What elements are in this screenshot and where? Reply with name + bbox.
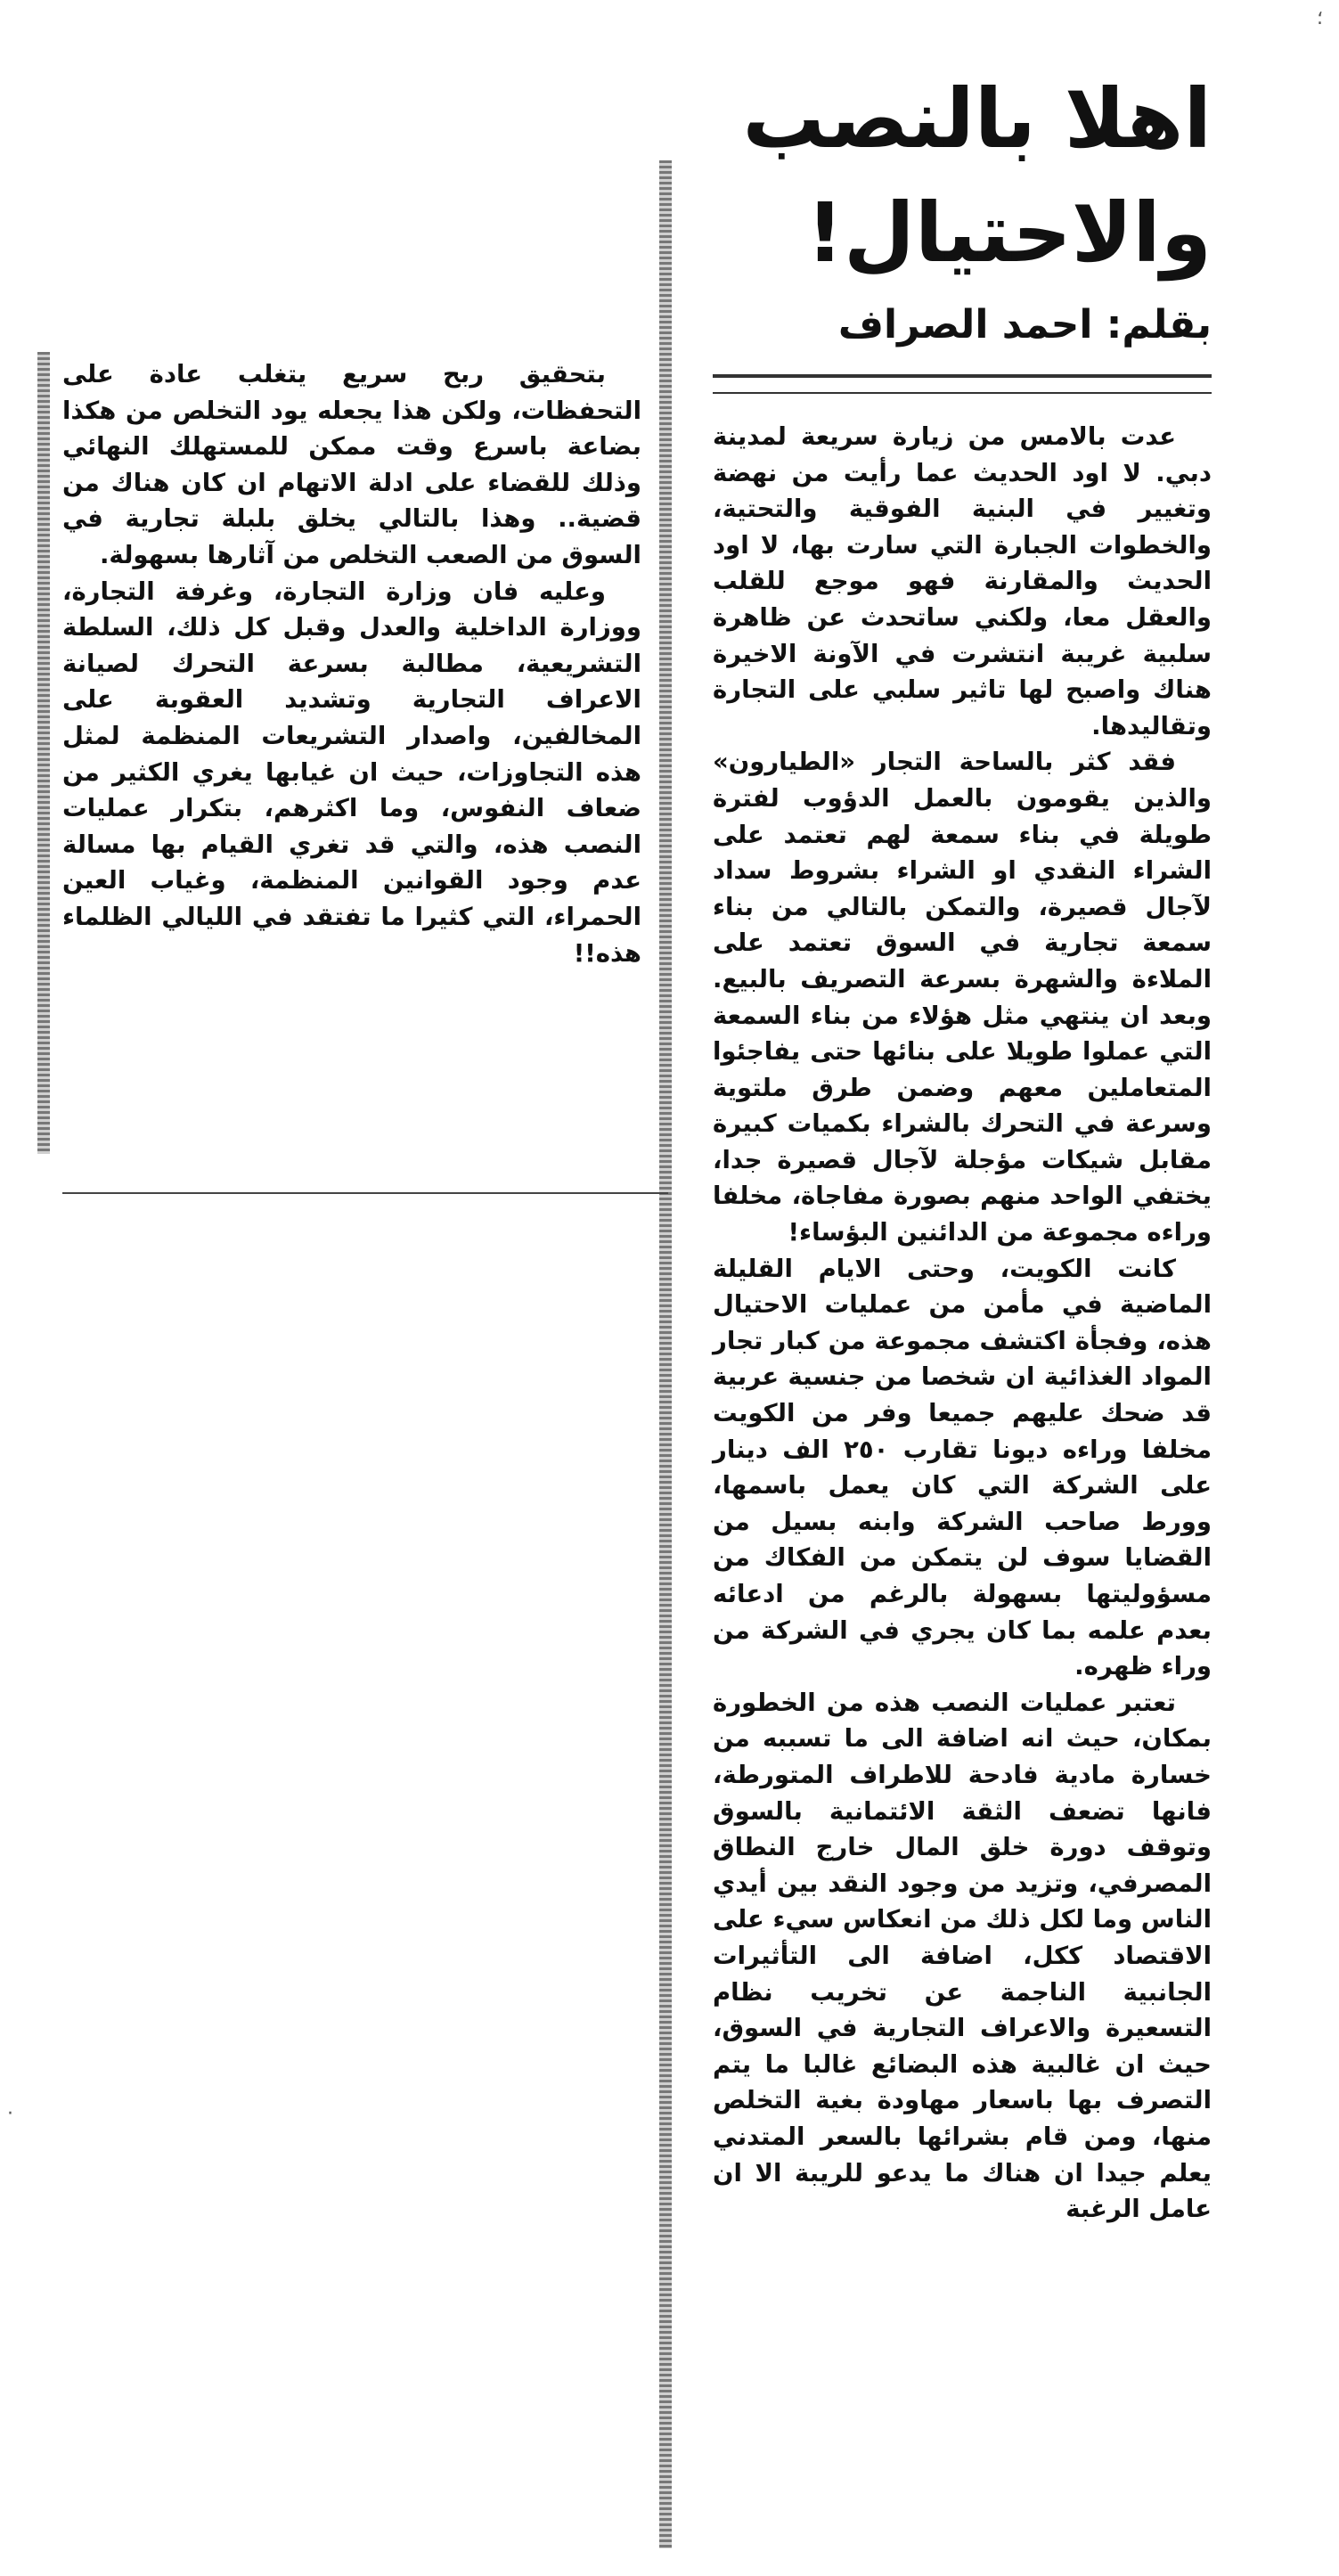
headline-line-1: اهلا بالنصب	[742, 71, 1212, 167]
paragraph: تعتبر عمليات النصب هذه من الخطورة بمكان، حيث انه اضافة الى ما تسببه من خسارة مادية فادحة للاطراف المتورطة، فانها تضعف الثقة الائتمانية بالسوق وتوقف دورة خلق المال خارج النطاق المصرفي، وتزيد من وجود النقد بين أيدي الناس وما لكل ذلك من انعكاس سيء على الاقتصاد ككل، اضافة الى التأثيرات الجانبية الناجمة عن تخريب نظام التسعيرة والاعراف التجارية في السوق، حيث ان غالبية هذه البضائع غالبا ما يتم التصرف بها باسعار مهاودة بغية التخلص منها، ومن قام بشرائها بالسعر المتدني يعلم جيدا ان هناك ما يدعو للريبة الا ان عامل الرغبة	[713, 1688, 1212, 2224]
article-column-left	[62, 356, 641, 971]
paragraph: بتحقيق ربح سريع يتغلب عادة على التحفظات، ولكن هذا يجعله يود التخلص من هكذا بضاعة باسرع وقت ممكن للمستهلك النهائي وذلك للقضاء على ادلة الاتهام ان كان هناك من قضية.. وهذا بالتالي يخلق بلبلة تجارية في السوق من الصعب التخلص من آثارها بسهولة.	[62, 360, 641, 569]
margin-dot: ·	[7, 2103, 13, 2125]
paragraph: فقد كثر بالساحة التجار «الطيارون» والذين يقومون بالعمل الدؤوب لفترة طويلة في بناء سمعة لهم تعتمد على الشراء النقدي او الشراء بشروط سداد لآجال قصيرة، والتمكن بالتالي من بناء سمعة تجارية في السوق تعتمد على الملاءة والشهرة بسرعة التصريف بالبيع. وبعد ان ينتهي مثل هؤلاء من بناء السمعة التي عملوا طويلا على بنائها حتى يفاجئوا المتعاملين معهم وضمن طرق ملتوية وسرعة في التحرك بالشراء بكميات كبيرة مقابل شيكات مؤجلة لآجال قصيرة جدا، يختفي الواحد منهم بصورة مفاجاة، مخلفا وراءه مجموعة من الدائنين البؤساء!	[713, 748, 1212, 1247]
left-column-separator	[37, 352, 50, 1154]
paragraph: كانت الكويت، وحتى الايام القليلة الماضية في مأمن من عمليات الاحتيال هذه، وفجأة اكتشف مجموعة من كبار تجار المواد الغذائية ان شخصا من جنسية عربية قد ضحك عليهم جميعا وفر من الكويت مخلفا وراءه ديونا تقارب ٢٥٠ الف دينار على الشركة التي كان يعمل باسمها، وورط صاحب الشركة وابنه بسيل من القضايا سوف لن يتمكن من الفكاك من مسؤوليتها بسهولة بالرغم من ادعائه بعدم علمه بما كان يجري في الشركة من وراء ظهره.	[713, 1254, 1212, 1681]
headline	[713, 62, 1212, 290]
column-end-rule	[62, 1192, 668, 1194]
corner-mark: ؛	[1317, 7, 1323, 29]
paragraph: وعليه فان وزارة التجارة، وغرفة التجارة، ووزارة الداخلية والعدل وقبل كل ذلك، السلطة التشريعية، مطالبة بسرعة التحرك لصيانة الاعراف التجارية وتشديد العقوبة على المخالفين، واصدار التشريعات المنظمة لمثل هذه التجاوزات، حيث ان غيابها يغري الكثير من ضعاف النفوس، وما اكثرهم، بتكرار عمليات النصب هذه، والتي قد تغري القيام بها مسالة عدم وجود القوانين المنظمة، وغياب العين الحمراء، التي كثيرا ما تفتقد في الليالي الظلماء هذه!!	[62, 577, 641, 968]
paragraph: عدت بالامس من زيارة سريعة لمدينة دبي. لا اود الحديث عما رأيت من نهضة وتغيير في البنية الفوقية والتحتية، والخطوات الجبارة التي سارت بها، لا اود الحديث والمقارنة فهو موجع للقلب والعقل معا، ولكني ساتحدث عن ظاهرة سلبية غريبة انتشرت في الآونة الاخيرة هناك واصبح لها تاثير سلبي على التجارة وتقاليدها.	[713, 422, 1212, 740]
byline: بقلم: احمد الصراف	[837, 302, 1212, 348]
middle-column-separator	[659, 160, 672, 2548]
byline-rule	[713, 374, 1212, 378]
article-column-right	[713, 419, 1212, 2228]
column-top-rule	[713, 392, 1212, 394]
headline-line-2: والاحتيال!	[806, 185, 1212, 281]
